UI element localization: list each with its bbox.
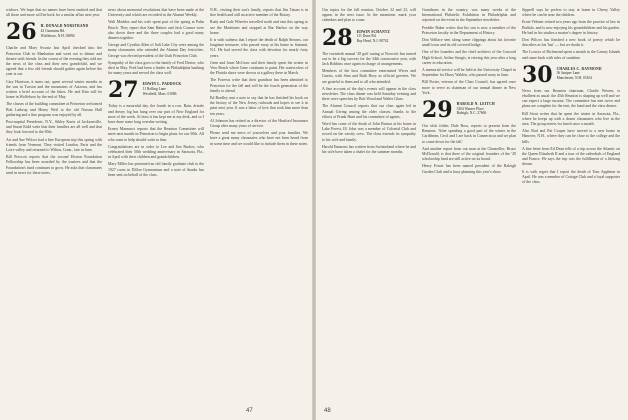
secretary-name: EDWIN SCHANTZ: [356, 29, 391, 34]
paragraph: Ed Bradley sent a note to say that he has finished his book on the history of the New Jersey railroads and hopes to see it in print next year. It was a labor of love that took him more than ten years.: [210, 96, 308, 116]
paragraph: Our topics for the fall reunion, October 22 and 23, will appear in the next issue. In the meantime, mark your calendars and plan to come.: [322, 8, 416, 23]
paragraph: The Lowrys of Richmond spent a month in the Canary Islands and came back with tales of sunshine.: [522, 50, 620, 60]
paragraph: Sipprell says he prefers to stay at home in Cherry Valley where he can be near the children.: [522, 8, 620, 18]
address-line: 43 Cummins Rd.: [40, 29, 66, 33]
paragraph: Henry Foster has been named president of the Raleigh Garden Club and is busy planning this year's show.: [422, 164, 516, 174]
paragraph: Ernest Mannucci reports that the Reunion Committee will meet next month in Princeton to begin plans for our 50th. All who want to help should write to him.: [108, 127, 204, 142]
paragraph: And another report from our man at the Chancellor, Bruce McDonald, is that three of the original founders of the '29 scholarship fund are still active on its board.: [422, 146, 516, 162]
paragraph: The Forrests write that their grandson has been admitted to Princeton for the fall and will be the fourth generation of the family to attend.: [210, 78, 308, 93]
class-secretary-address: [557, 64, 602, 81]
paragraph: Bill Prescott reports that the second Horton Foundation Fellowship has been awarded by the trustees and that the Foundation's fund continues to grow. He asks that classmates send in news for these notes.: [6, 155, 102, 175]
paragraph: Today is a mournful day, the fourth in a row. Rain, drizzle and dreary fog has hung over our part of New England for most of the week. At least it has kept me at my desk, and so I have done some long overdue writing.: [108, 104, 204, 125]
column-1: [6, 8, 102, 400]
page-gutter: [312, 0, 316, 420]
paragraph: A memorial service will be held at the University Chapel in September for Harry Walden, who passed away in June.: [422, 68, 516, 78]
paragraph: Also Bud and Pat Cooper have moved to a new home in Hanover, N.H., where they can be close to the college and the hills.: [522, 129, 620, 144]
column-6: [522, 8, 620, 400]
class-header-26: [6, 19, 102, 46]
class-year-number: 27: [108, 77, 139, 104]
address-line: Westfield, Mass. 01086: [142, 91, 177, 96]
address-line: Manchester, N.H. 03104: [556, 76, 592, 81]
class-header-29: [422, 97, 516, 124]
class-year-number: 30: [522, 61, 553, 88]
class-secretary-address: [457, 99, 495, 116]
secretary-name: EDWIN L. PADDOCK: [142, 82, 182, 87]
paragraph: Don Wallace sent along some clippings about his favorite small town and its old covered bridge.: [422, 38, 516, 48]
paragraph: The twentieth annual '28 golf outing at Norwich Inn turned out to be a big success for the 34th consecutive year, with Jack Robbins once again in charge of arrangements.: [322, 51, 416, 67]
paragraph: N.H., visiting their son's family, reports that Jim Tatum is in fine health and still an active member of the Rotary.: [210, 8, 308, 18]
address-line: 111 Dune Rd.: [356, 34, 377, 39]
class-header-27: [108, 77, 204, 104]
paragraph: The classes of the building committee at Princeton welcomed Bob Lathrop and Henry Weil to the old Nassau Hall gathering and a fine program was enjoyed by all.: [6, 102, 102, 117]
address-line: Wolfeboro, N.H. 03894: [40, 33, 75, 38]
class-header-30: [522, 61, 620, 88]
paragraph: Walt Maddox and his wife spent part of the spring at Palm Beach. They report that Sam Haines and Jack Connor were also down there and the three couples had a good many dinners together.: [108, 20, 204, 41]
page-number-left: 47: [246, 408, 253, 414]
paragraph: Our slick folder, Dale Ross, reports to present from the Reunion: 'After spending a good part of the winter in the Caribbean, Cecil and I are back in Connecticut and we plan to come down for the fall.': [422, 124, 516, 144]
address-line: Raleigh, N.C. 27606: [456, 111, 487, 116]
column-3: [210, 8, 308, 400]
paragraph: Mary Miller has presented an old family graduate club to the 1927 room in Dillon Gymnasium and a note of thanks has been sent on behalf of the class.: [108, 162, 204, 177]
paragraph: George and Cynthia Allen of Salt Lake City were among the many classmates who attended the Alumni Day festivities. George was elected president of the Utah Princeton Club.: [108, 43, 204, 58]
class-secretary-address: [357, 27, 390, 44]
paragraph: Grandsons in the country, was many weeks at the International Philatelic Exhibition in Philadelphia and reported on the event in the September newsletter.: [422, 8, 516, 23]
secretary-name: CHARLES C. RAYMOND: [556, 66, 602, 71]
class-year-number: 29: [422, 97, 453, 124]
paragraph: Please send me news of yourselves and your families. We have a great many classmates who have not been heard from in some time and we would like to include them in these notes.: [210, 131, 308, 146]
class-secretary-address: [41, 21, 89, 38]
paragraph: news about memorial resolutions that have been made at the University and which are recorded in the Alumni Weekly.: [108, 8, 204, 18]
paragraph: Rudy and Gale Wheeler travelled north and east this spring to see the Maritimes and stopped at Bar Harbor on the way home.: [210, 20, 308, 35]
address-line: Bay Head, N.J. 08742: [356, 38, 389, 43]
paragraph: Congratulations are in order to Lee and Jim Barlow, who celebrated their 50th wedding anniversary in Sarasota, Fla., in April with their children and grandchildren.: [108, 144, 204, 160]
paragraph: Word has come of the death of John Burton at his home in Lake Forest, Ill. John was a member of Colonial Club and rowed on the varsity crew. The class extends its sympathy to his wife and family.: [322, 122, 416, 142]
class-year-number: 26: [6, 19, 37, 46]
page-number-right: 48: [324, 408, 331, 414]
class-secretary-address: [143, 79, 182, 96]
paragraph: Harold Emmons has written from Switzerland where he and his wife have taken a chalet for the summer months.: [322, 144, 416, 155]
secretary-name: H. DONALD NORSTRAND: [40, 24, 89, 29]
paragraph: Post-nuptial Presidents: N.Y., Sibley Kurtz of Jacksonville, and Stuart Kidd write that their families are all well and that they look forward to the 65th.: [6, 120, 102, 135]
paragraph: The Alumni Council reports that our class again led in Annual Giving among the older classes, thanks to the efforts of Frank Hunt and his committee of agents.: [322, 104, 416, 119]
paragraph: Art and Sue Wilcox had a fine European trip this spring with friends from Vermont. They visited London, Paris and the Loire valley and returned to Wilton, Conn., late in June.: [6, 137, 102, 153]
secretary-name: HAROLD N. LEITCH: [456, 102, 495, 107]
paragraph: Bill Stout writes that he spent the winter in Sarasota, Fla., where he keeps up with a dozen classmates who live in the area. The group meets for lunch once a month.: [522, 111, 620, 127]
paragraph: News from our Reunion chairman, Charlie Weaver, is ebullient as usual: the 45th Reunion is shaping up well and we can expect a large turnout. The committee has met twice and plans are complete for the tent, the band and the class dinner.: [522, 88, 620, 109]
paragraph: It is with sadness that I report the death of Ralph Stearns, our longtime treasurer, who passed away at his home in Summit, N.J. He had served the class with devotion for nearly forty years.: [210, 38, 308, 58]
paragraph: Freddie Baker writes that his son is now a member of the Princeton faculty in the Department of History.: [422, 25, 516, 35]
address-line: 36 Juniper Lane: [556, 71, 580, 76]
paragraph: One of the founders and the chief architect of the Concord High School, Arthur Sturgis, is retiring this year after a long career in education.: [422, 50, 516, 65]
paragraph: Ernie Veltmer retired two years ago from the practice of law in Buffalo, and is now enjoying his grandchildren and his garden. He had in his studies a master's degree in history.: [522, 20, 620, 35]
paragraph: Members of the host committee entertained Wives and Guests, with Stan and Ruth Hoey as official greeters. We are grateful to them and to all who attended.: [322, 69, 416, 84]
paragraph: Charlie and Mary Swartz last April checked into the Princeton Club in Manhattan and went out to dinner and theatre with friends. In the course of the evening they told me the news of the class and their new grandchild, and we agreed that a few old friends should gather again before the year is out.: [6, 46, 102, 77]
paragraph: Sympathy of the class goes to the family of Fred Dexter, who died in May. Fred had been a leader in Philadelphia banking for many years and served the class well.: [108, 60, 204, 76]
paragraph: Don Wilcox has finished a new book of poetry which he describes as his 'last' — but we doubt it.: [522, 38, 620, 48]
column-4: [322, 8, 416, 400]
paragraph: Cary Harrison, it turns out, spent several winter months in the sun in Tucson and the mountains of Arizona, and has written a brief account of the hikes. He and Rita will be home in Wolfeboro by the end of May.: [6, 79, 102, 100]
paragraph: It is with regret that I report the death of Tom Appleton in April. He was a member of Cottage Club and a loyal supporter of the class.: [522, 169, 620, 185]
paragraph: A fine letter from Ed Dean tells of a trip across the Atlantic on the Queen Elizabeth II and a tour of the cathedrals of England and France. He says the trip was the fulfillment of a lifelong dream.: [522, 146, 620, 167]
address-line: 3304 Warner Place: [456, 106, 484, 111]
paragraph: widows. We hope that no names have been omitted and that all those and more will be back for a similar affair next year.: [6, 8, 102, 18]
class-header-28: [322, 24, 416, 51]
class-year-number: 28: [322, 24, 353, 51]
paragraph: Gene and Janet McGraw and their family spent the winter in Vero Beach where Gene continues to paint. His watercolors of the Florida shore were shown at a gallery there in March.: [210, 60, 308, 76]
column-2: [108, 8, 204, 400]
paragraph: Bill Porter, veteran of the Class Council, has agreed once more to serve as chairman of our annual dinner in New York.: [422, 80, 516, 95]
column-5: [422, 8, 516, 400]
paragraph: Al Johnson has retired as a director of the Hartford Insurance Group after many years of service.: [210, 118, 308, 129]
address-line: 11 Rolling Lane: [142, 87, 166, 92]
paragraph: A fine account of the day's events will appear in the class newsletter. The class dinner was held Saturday evening and there were speeches by Bob Wood and Walter Glass.: [322, 86, 416, 102]
